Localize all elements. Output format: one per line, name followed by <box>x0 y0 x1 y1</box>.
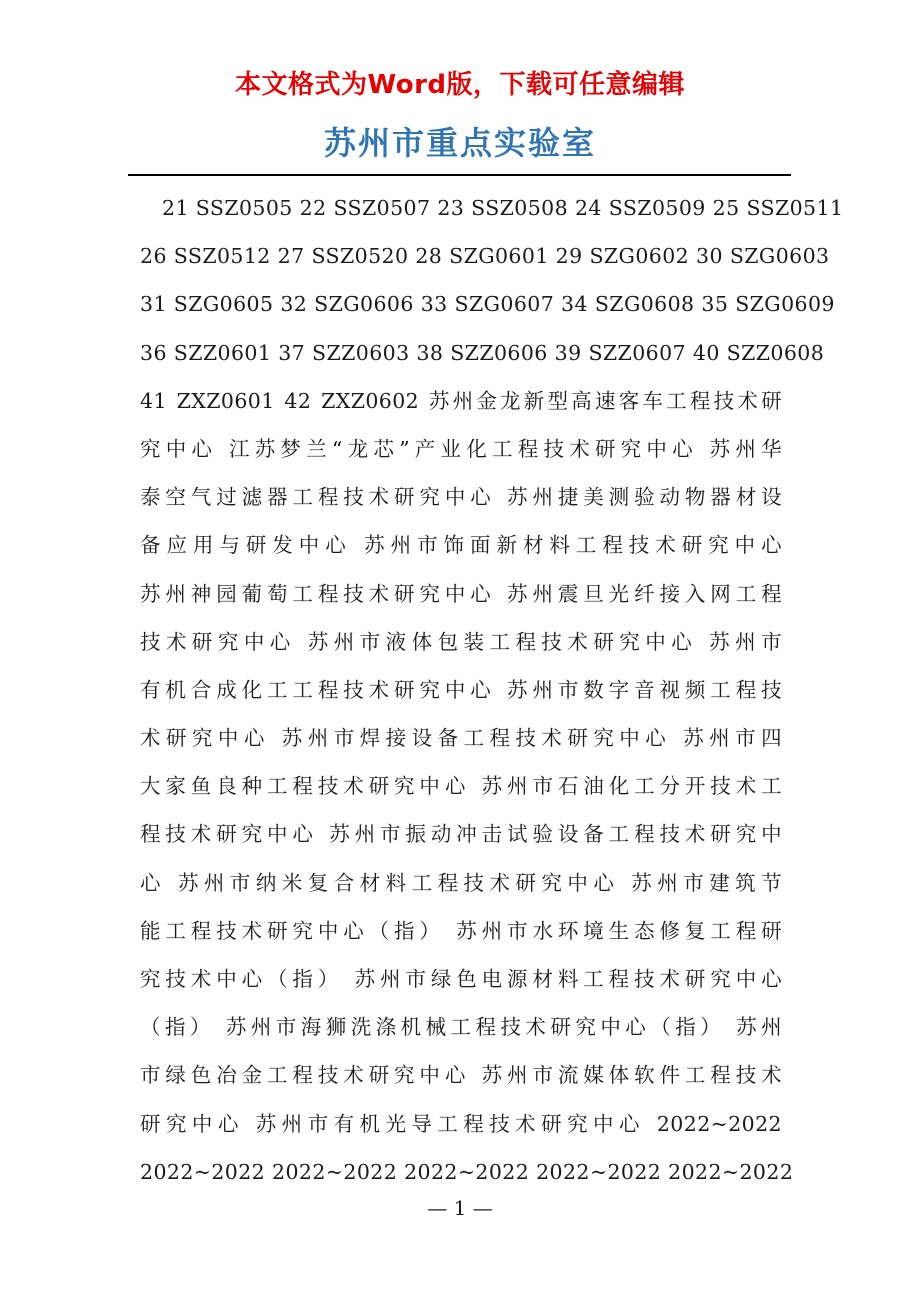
body-line: 36 SZZ0601 37 SZZ0603 38 SZZ0606 39 SZZ0607 40 SZZ0608 <box>140 340 825 365</box>
body-line: 心 苏州市纳米复合材料工程技术研究中心 苏州市建筑节 <box>140 870 782 895</box>
body-line: 技术研究中心 苏州市液体包装工程技术研究中心 苏州市 <box>140 629 782 654</box>
format-notice-banner: 本文格式为Word版，下载可任意编辑 <box>234 70 686 100</box>
body-line: 术研究中心 苏州市焊接设备工程技术研究中心 苏州市四 <box>140 726 782 751</box>
body-line: 苏州神园葡萄工程技术研究中心 苏州震旦光纤接入网工程 <box>140 581 782 606</box>
body-line: 41 ZXZ0601 42 ZXZ0602 苏州金龙新型高速客车工程技术研 <box>140 388 782 413</box>
body-line: 研究中心 苏州市有机光导工程技术研究中心 2022~2022 <box>140 1111 782 1136</box>
body-line: 21 SSZ0505 22 SSZ0507 23 SSZ0508 24 SSZ0509 25 SSZ0511 <box>162 196 844 220</box>
body-line: 泰空气过滤器工程技术研究中心 苏州捷美测验动物器材设 <box>140 485 782 510</box>
body-line: 31 SZG0605 32 SZG0606 33 SZG0607 34 SZG0608 35 SZG0609 <box>140 292 835 317</box>
body-text <box>140 184 844 1196</box>
document-title: 苏州市重点实验室 <box>323 124 596 162</box>
body-line: 程技术研究中心 苏州市振动冲击试验设备工程技术研究中 <box>140 822 782 847</box>
body-line: 有机合成化工工程技术研究中心 苏州市数字音视频工程技 <box>140 677 782 702</box>
title-divider <box>128 174 791 176</box>
page-number: — 1 — <box>427 1196 493 1220</box>
body-line: 26 SSZ0512 27 SSZ0520 28 SZG0601 29 SZG0602 30 SZG0603 <box>140 244 830 269</box>
body-line: 大家鱼良种工程技术研究中心 苏州市石油化工分开技术工 <box>140 774 782 799</box>
body-line: 究中心 江苏梦兰“龙芯”产业化工程技术研究中心 苏州华 <box>140 436 782 461</box>
body-line: （指） 苏州市海狮洗涤机械工程技术研究中心（指） 苏州 <box>140 1015 782 1040</box>
body-line: 2022~2022 2022~2022 2022~2022 2022~2022 2022~2022 <box>140 1159 794 1184</box>
body-line: 能工程技术研究中心（指） 苏州市水环境生态修复工程研 <box>140 918 782 943</box>
body-line: 备应用与研发中心 苏州市饰面新材料工程技术研究中心 <box>140 533 782 558</box>
body-line: 市绿色冶金工程技术研究中心 苏州市流媒体软件工程技术 <box>140 1063 782 1088</box>
body-line: 究技术中心（指） 苏州市绿色电源材料工程技术研究中心 <box>140 967 782 991</box>
